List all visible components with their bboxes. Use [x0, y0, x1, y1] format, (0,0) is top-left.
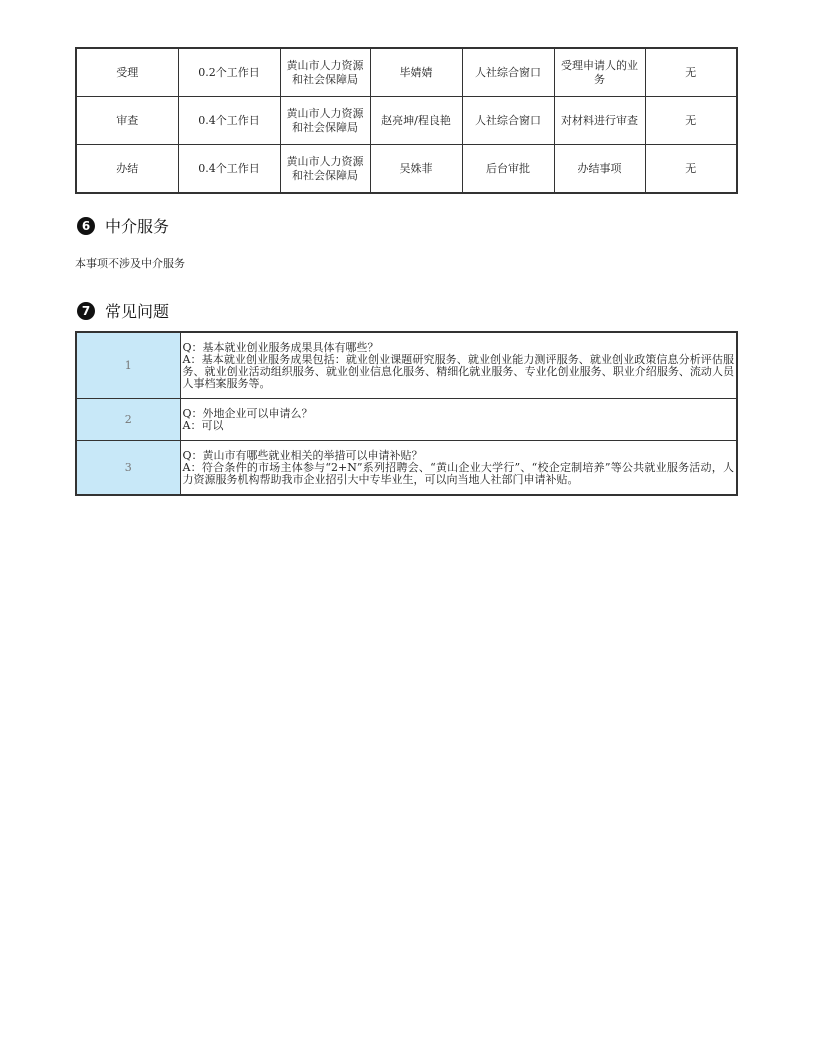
content-cell: 办结事项: [554, 145, 645, 194]
faq-answer: A：可以: [182, 419, 224, 432]
faq-content: [180, 332, 737, 399]
number-badge-icon: 6: [77, 217, 95, 235]
faq-number: 2: [76, 399, 180, 441]
step-cell: 办结: [76, 145, 178, 194]
faq-answer: A：符合条件的市场主体参与“2+N”系列招聘会、“黄山企业大学行”、“校企定制培养”等公共就业服务活动，人力资源服务机构帮助我市企业招引大中专毕业生，可以向当地人社部门申请补贴。: [182, 461, 734, 486]
faq-question: Q：外地企业可以申请么？: [182, 407, 313, 420]
faq-table: [75, 331, 738, 496]
person-cell: 毕婧婧: [370, 48, 462, 97]
faq-content: [180, 441, 737, 496]
faq-row: [76, 332, 737, 399]
person-cell: 吴姝菲: [370, 145, 462, 194]
section-heading-intermediary: [75, 214, 736, 237]
time-cell: 0.4个工作日: [178, 145, 280, 194]
table-row: [76, 145, 737, 194]
table-row: [76, 48, 737, 97]
faq-question: Q：基本就业创业服务成果具体有哪些？: [182, 341, 379, 354]
process-table: [75, 47, 738, 194]
faq-content: [180, 399, 737, 441]
extra-cell: 无: [645, 145, 737, 194]
section-title: 中介服务: [105, 217, 170, 236]
dept-cell: 黄山市人力资源和社会保障局: [280, 48, 370, 97]
faq-row: [76, 441, 737, 496]
person-cell: 赵亮坤/程良艳: [370, 97, 462, 145]
faq-number: 3: [76, 441, 180, 496]
faq-question: Q：黄山市有哪些就业相关的举措可以申请补贴？: [182, 449, 423, 462]
content-cell: 受理申请人的业务: [554, 48, 645, 97]
window-cell: 人社综合窗口: [462, 97, 554, 145]
page: [75, 47, 736, 496]
dept-cell: 黄山市人力资源和社会保障局: [280, 97, 370, 145]
intermediary-text: 本事项不涉及中介服务: [75, 257, 185, 270]
section-heading-faq: [75, 299, 736, 322]
step-cell: 审查: [76, 97, 178, 145]
window-cell: 人社综合窗口: [462, 48, 554, 97]
step-cell: 受理: [76, 48, 178, 97]
window-cell: 后台审批: [462, 145, 554, 194]
content-cell: 对材料进行审查: [554, 97, 645, 145]
table-row: [76, 97, 737, 145]
dept-cell: 黄山市人力资源和社会保障局: [280, 145, 370, 194]
faq-row: [76, 399, 737, 441]
extra-cell: 无: [645, 48, 737, 97]
time-cell: 0.2个工作日: [178, 48, 280, 97]
faq-number: 1: [76, 332, 180, 399]
section-title: 常见问题: [105, 302, 170, 321]
extra-cell: 无: [645, 97, 737, 145]
number-badge-icon: 7: [77, 302, 95, 320]
faq-answer: A：基本就业创业服务成果包括：就业创业课题研究服务、就业创业能力测评服务、就业创业政策信息分析评估服务、就业创业活动组织服务、就业创业信息化服务、精细化就业服务、专业化创业服务、职业介绍服务、流动人员人事档案服务等。: [182, 353, 734, 390]
time-cell: 0.4个工作日: [178, 97, 280, 145]
